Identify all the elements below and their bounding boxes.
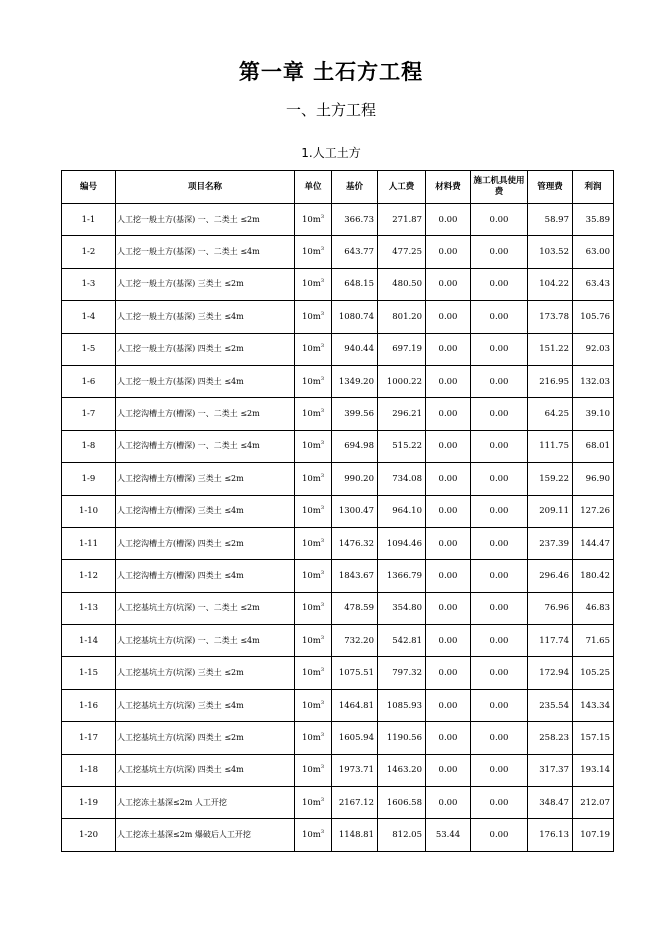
cell-unit xyxy=(295,463,332,495)
unit-superscript: 3 xyxy=(320,213,325,220)
cell-name: 人工挖基坑土方(坑深) 三类土 ≤4m xyxy=(116,689,295,721)
cell-machine: 0.00 xyxy=(471,301,528,333)
cell-code: 1-7 xyxy=(62,398,116,430)
cell-base-price: 940.44 xyxy=(332,333,378,365)
table-row xyxy=(62,819,614,851)
header-profit: 利润 xyxy=(573,171,614,204)
cell-machine: 0.00 xyxy=(471,819,528,851)
cell-name: 人工挖基坑土方(坑深) 四类土 ≤2m xyxy=(116,722,295,754)
cell-labor: 797.32 xyxy=(378,657,426,689)
price-table xyxy=(61,170,614,852)
cell-material: 0.00 xyxy=(426,625,471,657)
unit-base: 10m xyxy=(301,311,321,322)
cell-machine: 0.00 xyxy=(471,625,528,657)
cell-code: 1-18 xyxy=(62,754,116,786)
cell-name: 人工挖一般土方(基深) 四类土 ≤2m xyxy=(116,333,295,365)
unit-base: 10m xyxy=(301,247,321,258)
cell-material: 0.00 xyxy=(426,204,471,236)
unit-base: 10m xyxy=(301,473,321,484)
cell-material: 0.00 xyxy=(426,722,471,754)
unit-superscript: 3 xyxy=(320,537,325,544)
cell-base-price: 399.56 xyxy=(332,398,378,430)
cell-unit xyxy=(295,722,332,754)
cell-management: 117.74 xyxy=(528,625,573,657)
header-base-price: 基价 xyxy=(332,171,378,204)
table-row xyxy=(62,754,614,786)
unit-base: 10m xyxy=(301,344,321,355)
cell-base-price: 1973.71 xyxy=(332,754,378,786)
cell-unit xyxy=(295,430,332,462)
unit-superscript: 3 xyxy=(320,634,325,641)
cell-profit: 132.03 xyxy=(573,365,614,397)
cell-base-price: 1464.81 xyxy=(332,689,378,721)
table-row xyxy=(62,430,614,462)
unit-base: 10m xyxy=(301,765,321,776)
unit-superscript: 3 xyxy=(320,505,325,512)
cell-management: 296.46 xyxy=(528,560,573,592)
cell-labor: 1094.46 xyxy=(378,527,426,559)
cell-machine: 0.00 xyxy=(471,463,528,495)
cell-labor: 480.50 xyxy=(378,268,426,300)
cell-management: 58.97 xyxy=(528,204,573,236)
cell-machine: 0.00 xyxy=(471,787,528,819)
cell-labor: 271.87 xyxy=(378,204,426,236)
cell-unit xyxy=(295,657,332,689)
cell-management: 172.94 xyxy=(528,657,573,689)
table-row xyxy=(62,204,614,236)
cell-unit xyxy=(295,625,332,657)
cell-labor: 1085.93 xyxy=(378,689,426,721)
cell-name: 人工挖基坑土方(坑深) 一、二类土 ≤4m xyxy=(116,625,295,657)
cell-unit xyxy=(295,819,332,851)
unit-base: 10m xyxy=(301,538,321,549)
cell-base-price: 1148.81 xyxy=(332,819,378,851)
table-row xyxy=(62,689,614,721)
cell-material: 0.00 xyxy=(426,398,471,430)
cell-profit: 212.07 xyxy=(573,787,614,819)
table-row xyxy=(62,560,614,592)
cell-labor: 542.81 xyxy=(378,625,426,657)
cell-labor: 477.25 xyxy=(378,236,426,268)
cell-code: 1-3 xyxy=(62,268,116,300)
cell-name: 人工挖一般土方(基深) 一、二类土 ≤2m xyxy=(116,204,295,236)
cell-code: 1-17 xyxy=(62,722,116,754)
cell-code: 1-9 xyxy=(62,463,116,495)
table-header-row xyxy=(62,171,614,204)
unit-superscript: 3 xyxy=(320,472,325,479)
table-row xyxy=(62,333,614,365)
cell-base-price: 1349.20 xyxy=(332,365,378,397)
cell-base-price: 732.20 xyxy=(332,625,378,657)
cell-base-price: 1476.32 xyxy=(332,527,378,559)
unit-superscript: 3 xyxy=(320,764,325,771)
cell-profit: 63.43 xyxy=(573,268,614,300)
cell-machine: 0.00 xyxy=(471,365,528,397)
cell-management: 173.78 xyxy=(528,301,573,333)
cell-base-price: 1075.51 xyxy=(332,657,378,689)
cell-name: 人工挖沟槽土方(槽深) 三类土 ≤2m xyxy=(116,463,295,495)
cell-labor: 964.10 xyxy=(378,495,426,527)
cell-unit xyxy=(295,689,332,721)
cell-material: 0.00 xyxy=(426,689,471,721)
cell-code: 1-11 xyxy=(62,527,116,559)
cell-machine: 0.00 xyxy=(471,657,528,689)
cell-machine: 0.00 xyxy=(471,592,528,624)
cell-profit: 63.00 xyxy=(573,236,614,268)
unit-superscript: 3 xyxy=(320,375,325,382)
unit-base: 10m xyxy=(301,279,321,290)
header-labor: 人工费 xyxy=(378,171,426,204)
unit-base: 10m xyxy=(301,635,321,646)
unit-superscript: 3 xyxy=(320,602,325,609)
cell-code: 1-4 xyxy=(62,301,116,333)
cell-code: 1-6 xyxy=(62,365,116,397)
table-row xyxy=(62,527,614,559)
unit-base: 10m xyxy=(301,214,321,225)
cell-unit xyxy=(295,204,332,236)
cell-profit: 68.01 xyxy=(573,430,614,462)
cell-name: 人工挖基坑土方(坑深) 四类土 ≤4m xyxy=(116,754,295,786)
cell-base-price: 1300.47 xyxy=(332,495,378,527)
unit-base: 10m xyxy=(301,376,321,387)
header-machine: 施工机具使用费 xyxy=(471,171,528,204)
cell-base-price: 1843.67 xyxy=(332,560,378,592)
cell-management: 209.11 xyxy=(528,495,573,527)
cell-labor: 296.21 xyxy=(378,398,426,430)
cell-code: 1-1 xyxy=(62,204,116,236)
cell-unit xyxy=(295,495,332,527)
table-row xyxy=(62,268,614,300)
cell-material: 0.00 xyxy=(426,495,471,527)
cell-management: 317.37 xyxy=(528,754,573,786)
cell-code: 1-2 xyxy=(62,236,116,268)
cell-code: 1-8 xyxy=(62,430,116,462)
unit-base: 10m xyxy=(301,700,321,711)
cell-base-price: 643.77 xyxy=(332,236,378,268)
cell-unit xyxy=(295,268,332,300)
chapter-title: 第一章 土石方工程 xyxy=(238,59,424,84)
cell-profit: 180.42 xyxy=(573,560,614,592)
unit-superscript: 3 xyxy=(320,796,325,803)
cell-name: 人工挖一般土方(基深) 三类土 ≤2m xyxy=(116,268,295,300)
unit-superscript: 3 xyxy=(320,732,325,739)
cell-base-price: 1080.74 xyxy=(332,301,378,333)
cell-name: 人工挖沟槽土方(槽深) 三类土 ≤4m xyxy=(116,495,295,527)
cell-name: 人工挖沟槽土方(槽深) 一、二类土 ≤2m xyxy=(116,398,295,430)
table-row xyxy=(62,365,614,397)
unit-superscript: 3 xyxy=(320,408,325,415)
cell-management: 235.54 xyxy=(528,689,573,721)
cell-labor: 1000.22 xyxy=(378,365,426,397)
cell-machine: 0.00 xyxy=(471,398,528,430)
cell-unit xyxy=(295,592,332,624)
unit-base: 10m xyxy=(301,603,321,614)
cell-unit xyxy=(295,754,332,786)
cell-labor: 1190.56 xyxy=(378,722,426,754)
cell-code: 1-14 xyxy=(62,625,116,657)
cell-name: 人工挖冻土基深≤2m 人工开挖 xyxy=(116,787,295,819)
table-row xyxy=(62,463,614,495)
cell-machine: 0.00 xyxy=(471,430,528,462)
cell-unit xyxy=(295,365,332,397)
cell-material: 0.00 xyxy=(426,592,471,624)
unit-superscript: 3 xyxy=(320,570,325,577)
subsection-title: 1.人工土方 xyxy=(301,146,361,160)
cell-profit: 157.15 xyxy=(573,722,614,754)
cell-unit xyxy=(295,560,332,592)
table-row xyxy=(62,592,614,624)
cell-name: 人工挖沟槽土方(槽深) 一、二类土 ≤4m xyxy=(116,430,295,462)
cell-profit: 127.26 xyxy=(573,495,614,527)
cell-management: 237.39 xyxy=(528,527,573,559)
cell-labor: 354.80 xyxy=(378,592,426,624)
cell-name: 人工挖基坑土方(坑深) 一、二类土 ≤2m xyxy=(116,592,295,624)
cell-machine: 0.00 xyxy=(471,268,528,300)
cell-material: 0.00 xyxy=(426,527,471,559)
cell-machine: 0.00 xyxy=(471,689,528,721)
cell-profit: 143.34 xyxy=(573,689,614,721)
cell-management: 159.22 xyxy=(528,463,573,495)
unit-base: 10m xyxy=(301,797,321,808)
cell-profit: 193.14 xyxy=(573,754,614,786)
cell-machine: 0.00 xyxy=(471,333,528,365)
cell-labor: 697.19 xyxy=(378,333,426,365)
cell-unit xyxy=(295,787,332,819)
cell-unit xyxy=(295,236,332,268)
cell-code: 1-15 xyxy=(62,657,116,689)
cell-code: 1-5 xyxy=(62,333,116,365)
cell-base-price: 990.20 xyxy=(332,463,378,495)
table-body xyxy=(62,204,614,852)
cell-name: 人工挖基坑土方(坑深) 三类土 ≤2m xyxy=(116,657,295,689)
cell-management: 176.13 xyxy=(528,819,573,851)
cell-unit xyxy=(295,301,332,333)
unit-base: 10m xyxy=(301,409,321,420)
cell-name: 人工挖沟槽土方(槽深) 四类土 ≤2m xyxy=(116,527,295,559)
header-code: 编号 xyxy=(62,171,116,204)
table-row xyxy=(62,495,614,527)
cell-management: 64.25 xyxy=(528,398,573,430)
cell-material: 0.00 xyxy=(426,560,471,592)
cell-profit: 107.19 xyxy=(573,819,614,851)
unit-base: 10m xyxy=(301,570,321,581)
cell-base-price: 1605.94 xyxy=(332,722,378,754)
cell-code: 1-10 xyxy=(62,495,116,527)
cell-name: 人工挖沟槽土方(槽深) 四类土 ≤4m xyxy=(116,560,295,592)
cell-profit: 35.89 xyxy=(573,204,614,236)
cell-name: 人工挖冻土基深≤2m 爆破后人工开挖 xyxy=(116,819,295,851)
cell-machine: 0.00 xyxy=(471,722,528,754)
cell-management: 258.23 xyxy=(528,722,573,754)
unit-base: 10m xyxy=(301,506,321,517)
cell-material: 0.00 xyxy=(426,430,471,462)
cell-labor: 734.08 xyxy=(378,463,426,495)
cell-labor: 812.05 xyxy=(378,819,426,851)
cell-labor: 515.22 xyxy=(378,430,426,462)
cell-base-price: 366.73 xyxy=(332,204,378,236)
cell-profit: 39.10 xyxy=(573,398,614,430)
unit-base: 10m xyxy=(301,668,321,679)
cell-profit: 46.83 xyxy=(573,592,614,624)
cell-management: 151.22 xyxy=(528,333,573,365)
cell-machine: 0.00 xyxy=(471,495,528,527)
table-row xyxy=(62,625,614,657)
unit-superscript: 3 xyxy=(320,699,325,706)
cell-labor: 801.20 xyxy=(378,301,426,333)
cell-name: 人工挖一般土方(基深) 一、二类土 ≤4m xyxy=(116,236,295,268)
header-name: 项目名称 xyxy=(116,171,295,204)
cell-name: 人工挖一般土方(基深) 三类土 ≤4m xyxy=(116,301,295,333)
cell-name: 人工挖一般土方(基深) 四类土 ≤4m xyxy=(116,365,295,397)
cell-labor: 1606.58 xyxy=(378,787,426,819)
cell-machine: 0.00 xyxy=(471,560,528,592)
cell-material: 0.00 xyxy=(426,365,471,397)
table-row xyxy=(62,236,614,268)
header-material: 材料费 xyxy=(426,171,471,204)
cell-profit: 144.47 xyxy=(573,527,614,559)
unit-superscript: 3 xyxy=(320,246,325,253)
cell-profit: 105.76 xyxy=(573,301,614,333)
cell-code: 1-20 xyxy=(62,819,116,851)
table-row xyxy=(62,787,614,819)
header-unit: 单位 xyxy=(295,171,332,204)
cell-code: 1-13 xyxy=(62,592,116,624)
table-row xyxy=(62,722,614,754)
cell-machine: 0.00 xyxy=(471,236,528,268)
table-row xyxy=(62,301,614,333)
cell-material: 0.00 xyxy=(426,754,471,786)
cell-management: 103.52 xyxy=(528,236,573,268)
cell-management: 111.75 xyxy=(528,430,573,462)
table-row xyxy=(62,398,614,430)
unit-superscript: 3 xyxy=(320,343,325,350)
cell-base-price: 2167.12 xyxy=(332,787,378,819)
cell-machine: 0.00 xyxy=(471,754,528,786)
unit-superscript: 3 xyxy=(320,311,325,318)
cell-material: 53.44 xyxy=(426,819,471,851)
cell-machine: 0.00 xyxy=(471,527,528,559)
cell-management: 216.95 xyxy=(528,365,573,397)
cell-material: 0.00 xyxy=(426,268,471,300)
unit-superscript: 3 xyxy=(320,667,325,674)
table-row xyxy=(62,657,614,689)
cell-base-price: 648.15 xyxy=(332,268,378,300)
cell-profit: 92.03 xyxy=(573,333,614,365)
cell-management: 348.47 xyxy=(528,787,573,819)
cell-material: 0.00 xyxy=(426,787,471,819)
unit-superscript: 3 xyxy=(320,829,325,836)
cell-code: 1-12 xyxy=(62,560,116,592)
cell-profit: 96.90 xyxy=(573,463,614,495)
cell-profit: 71.65 xyxy=(573,625,614,657)
unit-base: 10m xyxy=(301,441,321,452)
cell-material: 0.00 xyxy=(426,463,471,495)
cell-material: 0.00 xyxy=(426,657,471,689)
cell-unit xyxy=(295,398,332,430)
unit-base: 10m xyxy=(301,830,321,841)
section-title: 一、土方工程 xyxy=(285,101,376,119)
header-management: 管理费 xyxy=(528,171,573,204)
cell-labor: 1366.79 xyxy=(378,560,426,592)
cell-machine: 0.00 xyxy=(471,204,528,236)
unit-superscript: 3 xyxy=(320,440,325,447)
cell-profit: 105.25 xyxy=(573,657,614,689)
cell-unit xyxy=(295,527,332,559)
cell-material: 0.00 xyxy=(426,301,471,333)
cell-material: 0.00 xyxy=(426,236,471,268)
cell-code: 1-16 xyxy=(62,689,116,721)
cell-base-price: 694.98 xyxy=(332,430,378,462)
cell-management: 104.22 xyxy=(528,268,573,300)
cell-unit xyxy=(295,333,332,365)
unit-base: 10m xyxy=(301,732,321,743)
cell-base-price: 478.59 xyxy=(332,592,378,624)
cell-management: 76.96 xyxy=(528,592,573,624)
cell-code: 1-19 xyxy=(62,787,116,819)
cell-labor: 1463.20 xyxy=(378,754,426,786)
unit-superscript: 3 xyxy=(320,278,325,285)
cell-material: 0.00 xyxy=(426,333,471,365)
